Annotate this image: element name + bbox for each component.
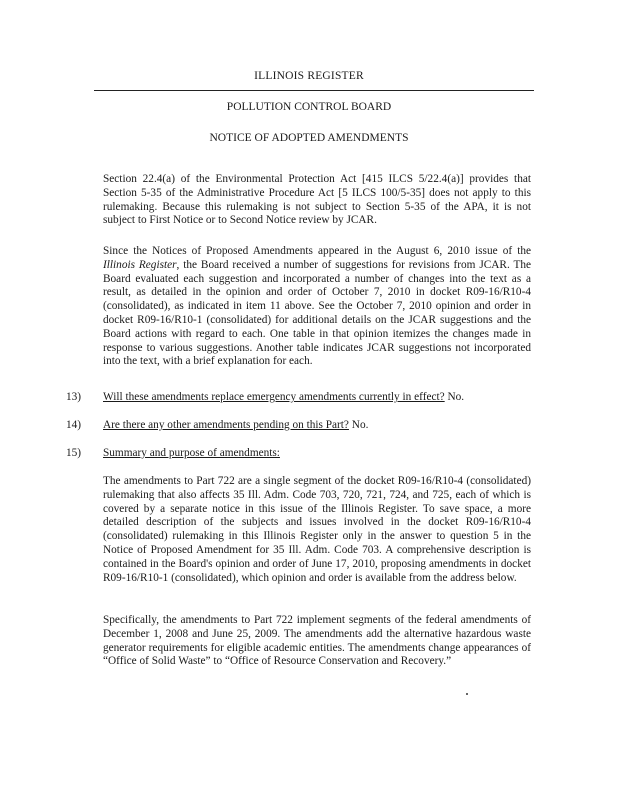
jcar-intro-text: Since the Notices of Proposed Amendments appeared in the August 6, 2010 issue of the xyxy=(103,245,531,257)
jcar-rest-text: , the Board received a number of suggestions for revisions from JCAR. The Board evaluated each suggestion and incorporated a number of changes into the text as a result, as detailed in the opinion and order of October 7, 2010 in docket R09-16/R10-4 (consolidated), as indicated in item 11 above. See the October 7, 2010 opinion and order in docket R09-16/R10-1 (consolidated) for additional details on the JCAR suggestions and the Board actions with regard to each. One table in that opinion itemizes the changes made in response to various suggestions. Another table indicates JCAR suggestions not incorporated into the text, with a brief explanation for each. xyxy=(103,258,532,368)
question-number: 15) xyxy=(66,447,82,459)
agency-name: POLLUTION CONTROL BOARD xyxy=(226,101,392,113)
question-body xyxy=(103,447,280,461)
scan-speck xyxy=(466,693,468,695)
illinois-register-italic: Illinois Register xyxy=(103,258,177,271)
question-text: Summary and purpose of amendments: xyxy=(103,447,280,459)
question-number: 13) xyxy=(66,391,82,403)
register-title: ILLINOIS REGISTER xyxy=(254,70,364,82)
question-answer: No. xyxy=(351,419,369,431)
question-answer: No. xyxy=(447,391,465,403)
summary-specifics-paragraph: Specifically, the amendments to Part 722 implement segments of the federal amendments of December 1, 2008 and June 25, 2009. The amendments add the alternative hazardous waste generator requirements for eligible academic entities. The amendments change appearances of “Office of Solid Waste” to “Office of Resource Conservation and Recovery.” xyxy=(103,614,531,668)
header-rule xyxy=(94,90,534,91)
jcar-paragraph xyxy=(103,245,531,369)
question-text: Will these amendments replace emergency amendments currently in effect? xyxy=(103,391,445,403)
notice-type: NOTICE OF ADOPTED AMENDMENTS xyxy=(209,132,409,144)
summary-segment-paragraph: The amendments to Part 722 are a single segment of the docket R09-16/R10-4 (consolidated) rulemaking that also affects 35 Ill. Adm. Code 703, 720, 721, 724, and 725, each of which is covered by a separate notice in this issue of the Illinois Register. To save space, a more detailed description of the subjects and issues involved in the docket R09-16/R10-4 (consolidated) rulemaking in this Illinois Register only in the answer to question 5 in the Notice of Proposed Amendment for 35 Ill. Adm. Code 703. A comprehensive description is contained in the Board's opinion and order of June 17, 2010, proposing amendments in docket R09-16/R10-1 (consolidated), which opinion and order is available from the address below. xyxy=(103,475,531,584)
apa-exemption-paragraph: Section 22.4(a) of the Environmental Protection Act [415 ILCS 5/22.4(a)] provides that Section 5-35 of the Administrative Procedure Act [5 ILCS 100/5-35] does not apply to this rulemaking. Because this rulemaking is not subject to Section 5-35 of the APA, it is not subject to First Notice or to Second Notice review by JCAR. xyxy=(103,173,531,227)
question-body xyxy=(103,391,464,405)
question-text: Are there any other amendments pending on this Part? xyxy=(103,419,349,431)
question-number: 14) xyxy=(66,419,82,431)
question-body xyxy=(103,419,368,433)
